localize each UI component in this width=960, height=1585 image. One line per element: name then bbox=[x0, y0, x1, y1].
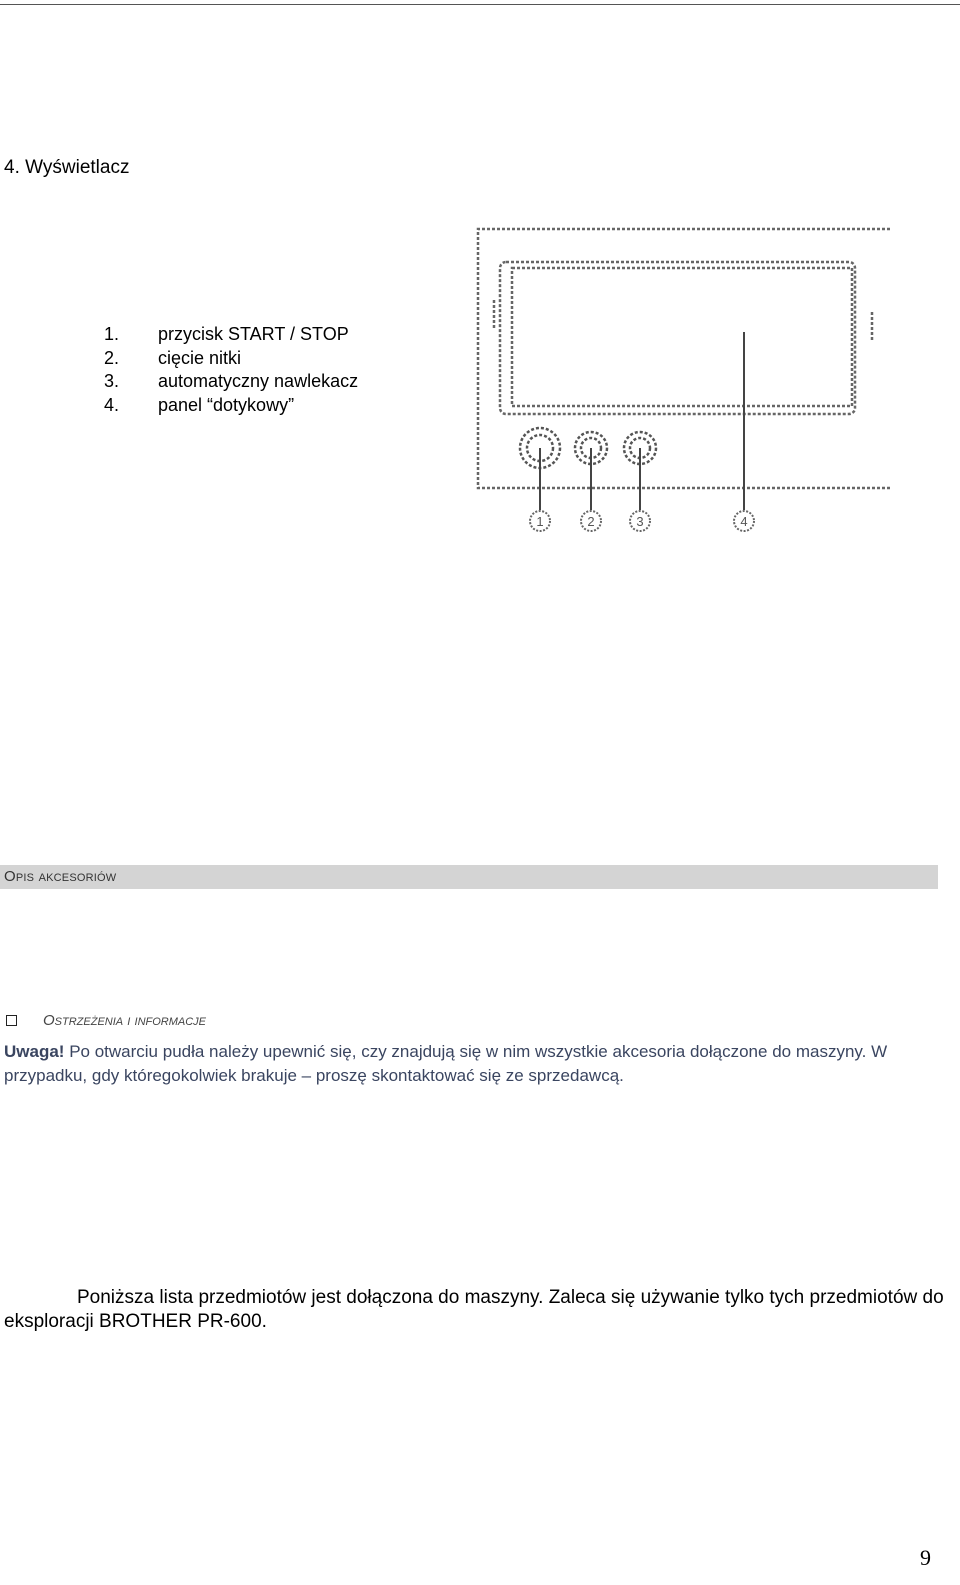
note-label: Uwaga! bbox=[4, 1042, 65, 1061]
accessories-intro: Poniższa lista przedmiotów jest dołączona do maszyny. Zaleca się używanie tylko tych przedmiotów do eksploracji BROTHER PR-600. bbox=[4, 1287, 944, 1332]
warning-header bbox=[6, 1012, 206, 1029]
touch-screen-inner bbox=[512, 268, 852, 406]
legend-number: 2. bbox=[104, 347, 120, 368]
legend-item bbox=[104, 323, 358, 347]
checkbox-bullet-icon bbox=[6, 1015, 17, 1026]
warning-note bbox=[4, 1040, 944, 1088]
legend-label: panel “dotykowy” bbox=[158, 394, 295, 415]
legend-number: 3. bbox=[104, 371, 120, 391]
section-bar bbox=[0, 865, 938, 889]
warning-title: Ostrzeżenia i informacje bbox=[43, 1012, 207, 1029]
callout-label-4: 4 bbox=[740, 514, 748, 529]
callout-label-1: 1 bbox=[536, 514, 544, 529]
section-title: Opis akcesoriów bbox=[4, 868, 117, 885]
touch-screen-outer bbox=[500, 262, 855, 414]
legend-number: 1. bbox=[104, 324, 120, 344]
callout-label-3: 3 bbox=[636, 514, 644, 529]
legend-number: 4. bbox=[104, 394, 120, 415]
top-rule bbox=[0, 4, 960, 5]
legend-label: automatyczny nawlekacz bbox=[158, 371, 359, 391]
legend-item bbox=[104, 347, 358, 371]
legend-label: przycisk START / STOP bbox=[158, 324, 349, 344]
callout-label-2: 2 bbox=[587, 514, 595, 529]
legend-label: cięcie nitki bbox=[158, 347, 242, 368]
page-number: 9 bbox=[920, 1545, 931, 1570]
legend-item bbox=[104, 394, 358, 418]
legend-item bbox=[104, 370, 358, 394]
note-text: Po otwarciu pudła należy upewnić się, czy znajdują się w nim wszystkie akcesoria dołączone do maszyny. W przypadku, gdy któregokolwiek brakuje – proszę skontaktować się ze sprzedawcą. bbox=[4, 1042, 888, 1085]
display-panel-diagram bbox=[470, 222, 895, 542]
display-legend bbox=[104, 323, 358, 417]
section-heading: 4. Wyświetlacz bbox=[4, 157, 130, 178]
